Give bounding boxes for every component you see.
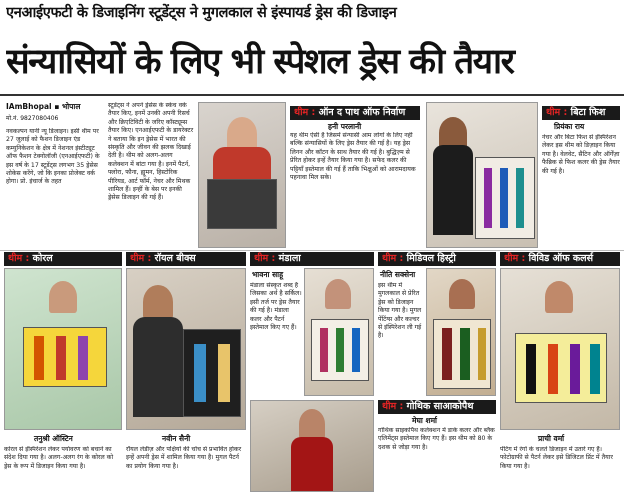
story-medieval [378,252,496,398]
designer-name: नीति सक्सेना [380,270,416,279]
kicker-headline: एनआईएफटी के डिजाइनिंग स्टूडेंट्स ने मुगलकाल से इंस्पायर्ड ड्रेस की डिजाइन [6,5,397,21]
story-coral [4,252,122,492]
portrait [143,285,173,319]
designer-name: प्राची वर्मा [538,434,565,443]
design-board [475,157,535,239]
theme-band: थीम : ऑन द पाथ ऑफ निर्वाण [290,106,420,120]
photo-megha [250,400,374,492]
divider [0,94,624,96]
theme-band: थीम : कोरल [4,252,122,266]
portrait [227,117,257,151]
portrait [449,279,475,309]
portrait-body [433,145,473,235]
story-vivid [500,252,620,492]
design-board [207,179,277,229]
design-board [433,319,491,389]
story-nirvana [198,102,420,248]
story-betta [426,102,620,248]
theme-band: थीम : बिटा फिश [542,106,620,120]
story-text: कोरल से इंस्पिरेशन लेकर पर्यावरण को बचाने का संदेश दिया गया है। अलग-अलग रंग के कोरल को ड्रेस के रूप में डिजाइन किया गया है। [4,446,114,470]
designer-name: प्रियंका राय [554,122,585,131]
story-gothic-photo [250,400,374,492]
byline-place: भोपाल [61,102,81,111]
photo-naveen [126,268,246,430]
portrait [325,279,351,309]
design-board [311,319,369,381]
photo-prachi [500,268,620,430]
portrait [545,281,573,313]
portrait-body [291,437,333,492]
design-board [515,333,607,403]
theme-band: थीम : मंडाला [250,252,374,266]
story-text: रॉयल लेडीज़ और पक्षियों की चोंच से प्रभावित होकर इन्हें अपनी ड्रेस में शामिल किया गया है। मुगल पैटर्न का प्रयोग किया गया है। [126,446,242,470]
main-headline: संन्यासियों के लिए भी स्पेशल ड्रेस की तैयार [6,42,514,82]
photo-tanushree [4,268,122,430]
story-text: यह थीम ऐसी है जिसमें संन्यासी आम लोगों के लिए नहीं बल्कि संन्यासियों के लिए ड्रेस तैयार की गई है। यह ड्रेस लिनन और कॉटन के साथ तैयार की गई है। बुद्धिज़्म से प्रेरित होकर इन्हें तैयार किया गया है। सफेद कलर की पट्टियाँ इस्तेमाल की गई हैं ताकि भिक्षुओं को आरामदायक पहनावा मिल सके। [290,132,416,182]
photo-honey [198,102,286,248]
theme-band: थीम : रॉयल बीक्स [126,252,246,266]
designer-name: मेघा शर्मा [412,416,437,425]
story-text: मंडाला संस्कृत शब्द है जिसका अर्थ है सर्किल। इसी तर्ज पर ड्रेस तैयार की गई है। मंडाला कलर और पैटर्न इस्तेमाल किए गए हैं। [250,282,302,332]
portrait [299,409,325,439]
design-board [183,329,241,417]
photo-neeti [426,268,496,396]
byline: IAmBhopal ▪ भोपाल [6,102,81,111]
story-gothic [378,400,496,492]
story-text: पेंटिंग में रंगों के चलते डिजाइन में उतारे गए हैं। फोटोग्राफी से पैटर्न लेकर इसे डिजिटल प्रिंट में तैयार किया गया है। [500,446,613,470]
theme-band: थीम : गोथिक साआकोपैथ [378,400,496,414]
story-text: इस थीम में मुगलकाल से प्रेरित ड्रेस को डिजाइन किया गया है। मुगल पेंटिंग्स और कल्चर से इंस्पिरेशन ली गई है। [378,282,422,340]
byline-phone: मो.नं. 9827080406 [6,115,59,122]
intro-column [6,102,102,246]
designer-name: तनुश्री ऑस्टिन [34,434,73,443]
story-royal-beaks [126,252,246,492]
designer-name: भावना साहू [252,270,284,279]
portrait-body [133,317,183,417]
byline-brand: IAmBhopal [6,102,52,111]
intro-text: नवकल्पन यानी न्यू डिजाइन। इसी थीम पर 27 जुलाई को फैशन डिजाइन एंड कम्युनिकेशन के क्षेत्र में नेशनल इंस्टीट्यूट ऑफ फैशन टेक्नोलॉजी (एनआईएफटी) के इस वर्ष के 17 स्टूडेंट्स लगभग 35 ड्रेसेस शोकेस करेंगे, जो कि इनका प्रोजेक्ट वर्क होगा। प्रो. इंचार्ज के तहत [6,128,100,186]
photo-bhavna [304,268,374,396]
designer-name: नवीन सैनी [162,434,191,443]
theme-band: थीम : विविड ऑफ कलर्स [500,252,620,266]
portrait [49,281,77,313]
story-mandala [250,252,374,398]
designer-name: हनी परलानी [328,122,362,131]
intro-text-2: स्टूडेंट्स ने अपने ड्रेसेस के स्केच वर्क तैयार किए, इनमें उनकी अपनी रिसर्च और क्रिएटिविटी के जरिए कॉस्ट्यूम्स तैयार किए। एनआईएफटी के डायरेक्टर ने बताया कि इन ड्रेसेस में भारत की संस्कृति और जीवन की झलक दिखाई देती है। थीम को अलग-अलग कलेक्शन में बांटा गया है। इनमें पैटर्न, फ्लोरा, फौना, ह्यूमन, हिस्टोरिक पीरियड, आर्ट फॉर्म, नेचर और मिथक शामिल हैं। इन्हीं के बेस पर इनकी ड्रेसेस डिजाइन की गई हैं। [108,102,194,202]
story-text: नेचर और बिटा फिश से इंस्पिरेशन लेकर इस थीम को डिज़ाइन किया गया है। वेलवेट, सैटिन और ऑर्गेंज़ा फैब्रिक से फिश कलर की ड्रेस तैयार की गई है। [542,134,620,175]
story-text: गोथिक साइकोपैथ कलेक्शन में डार्क कलर और ब्लैक एलिमेंट्स इस्तेमाल किए गए हैं। इस थीम को 80 के दशक से जोड़ा गया है। [378,427,495,451]
photo-priyanka [426,102,538,248]
theme-band: थीम : मिडिवल हिस्ट्री [378,252,496,266]
design-board [23,327,107,387]
